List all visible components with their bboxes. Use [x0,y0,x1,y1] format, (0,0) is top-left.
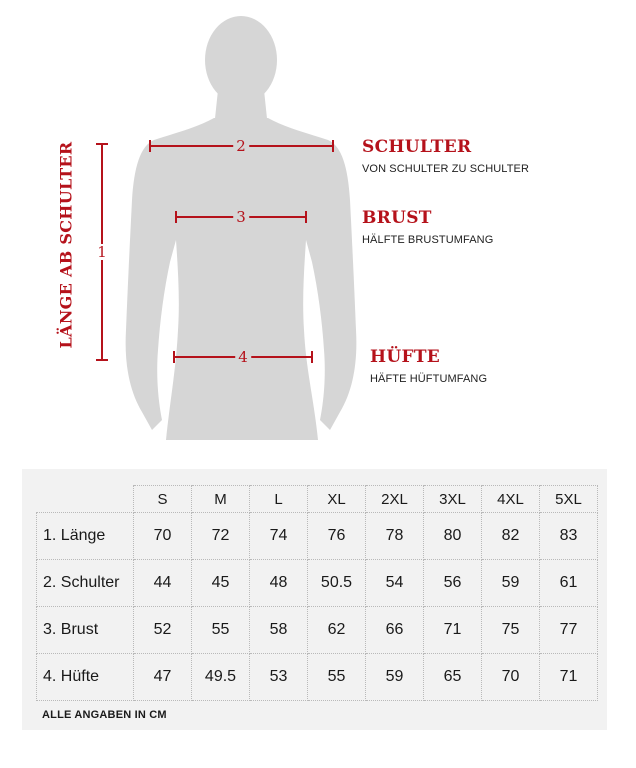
hip-measure-number: 4 [235,349,251,365]
table-cell: 78 [366,513,424,560]
table-cell: 82 [482,513,540,560]
chest-measure-number: 3 [233,209,249,225]
table-cell: 44 [134,560,192,607]
table-cell: 66 [366,607,424,654]
size-table-panel [22,469,607,730]
length-vertical-label [53,141,79,349]
hip-title: HÜFTE [370,347,441,367]
table-cell: 71 [424,607,482,654]
table-cell: 55 [192,607,250,654]
table-cell: 76 [308,513,366,560]
shoulder-measure-number: 2 [233,138,249,154]
table-cell: 65 [424,654,482,701]
table-cell: 50.5 [308,560,366,607]
table-cell: 70 [134,513,192,560]
size-table [36,485,598,701]
length-measure-number: 1 [94,244,110,260]
table-cell: 56 [424,560,482,607]
chest-title: BRUST [362,208,432,228]
size-header-xl: XL [308,486,366,513]
row-label-laenge: 1. Länge [37,513,134,560]
table-cell: 75 [482,607,540,654]
table-cell: 45 [192,560,250,607]
units-footnote: ALLE ANGABEN IN CM [42,709,167,721]
table-cell: 52 [134,607,192,654]
table-row-huefte [37,654,598,701]
row-label-schulter: 2. Schulter [37,560,134,607]
size-header-m: M [192,486,250,513]
table-cell: 58 [250,607,308,654]
table-cell: 49.5 [192,654,250,701]
table-cell: 48 [250,560,308,607]
size-header-5xl: 5XL [540,486,598,513]
size-header-l: L [250,486,308,513]
size-header-3xl: 3XL [424,486,482,513]
size-header-s: S [134,486,192,513]
table-cell: 55 [308,654,366,701]
table-cell: 53 [250,654,308,701]
table-row-laenge [37,513,598,560]
table-cell: 72 [192,513,250,560]
table-cell: 62 [308,607,366,654]
row-label-brust: 3. Brust [37,607,134,654]
torso-silhouette [126,16,357,440]
table-cell: 54 [366,560,424,607]
shoulder-title: SCHULTER [362,137,472,157]
hip-label-block [370,347,487,385]
table-cell: 80 [424,513,482,560]
table-cell: 47 [134,654,192,701]
table-cell: 77 [540,607,598,654]
size-header-row [37,486,598,513]
table-row-schulter [37,560,598,607]
chest-description: HÄLFTE BRUSTUMFANG [362,234,494,246]
table-cell: 71 [540,654,598,701]
length-title: LÄNGE AB SCHULTER [56,141,76,349]
size-header-2xl: 2XL [366,486,424,513]
table-cell: 70 [482,654,540,701]
table-cell: 83 [540,513,598,560]
size-header-4xl: 4XL [482,486,540,513]
table-cell: 74 [250,513,308,560]
table-cell: 61 [540,560,598,607]
shoulder-description: VON SCHULTER ZU SCHULTER [362,163,530,175]
row-label-huefte: 4. Hüfte [37,654,134,701]
hip-description: HÄFTE HÜFTUMFANG [370,373,488,385]
chest-label-block [362,208,493,246]
table-row-brust [37,607,598,654]
table-cell: 59 [482,560,540,607]
shoulder-label-block [362,137,529,175]
table-corner-cell [37,486,134,513]
table-cell: 59 [366,654,424,701]
